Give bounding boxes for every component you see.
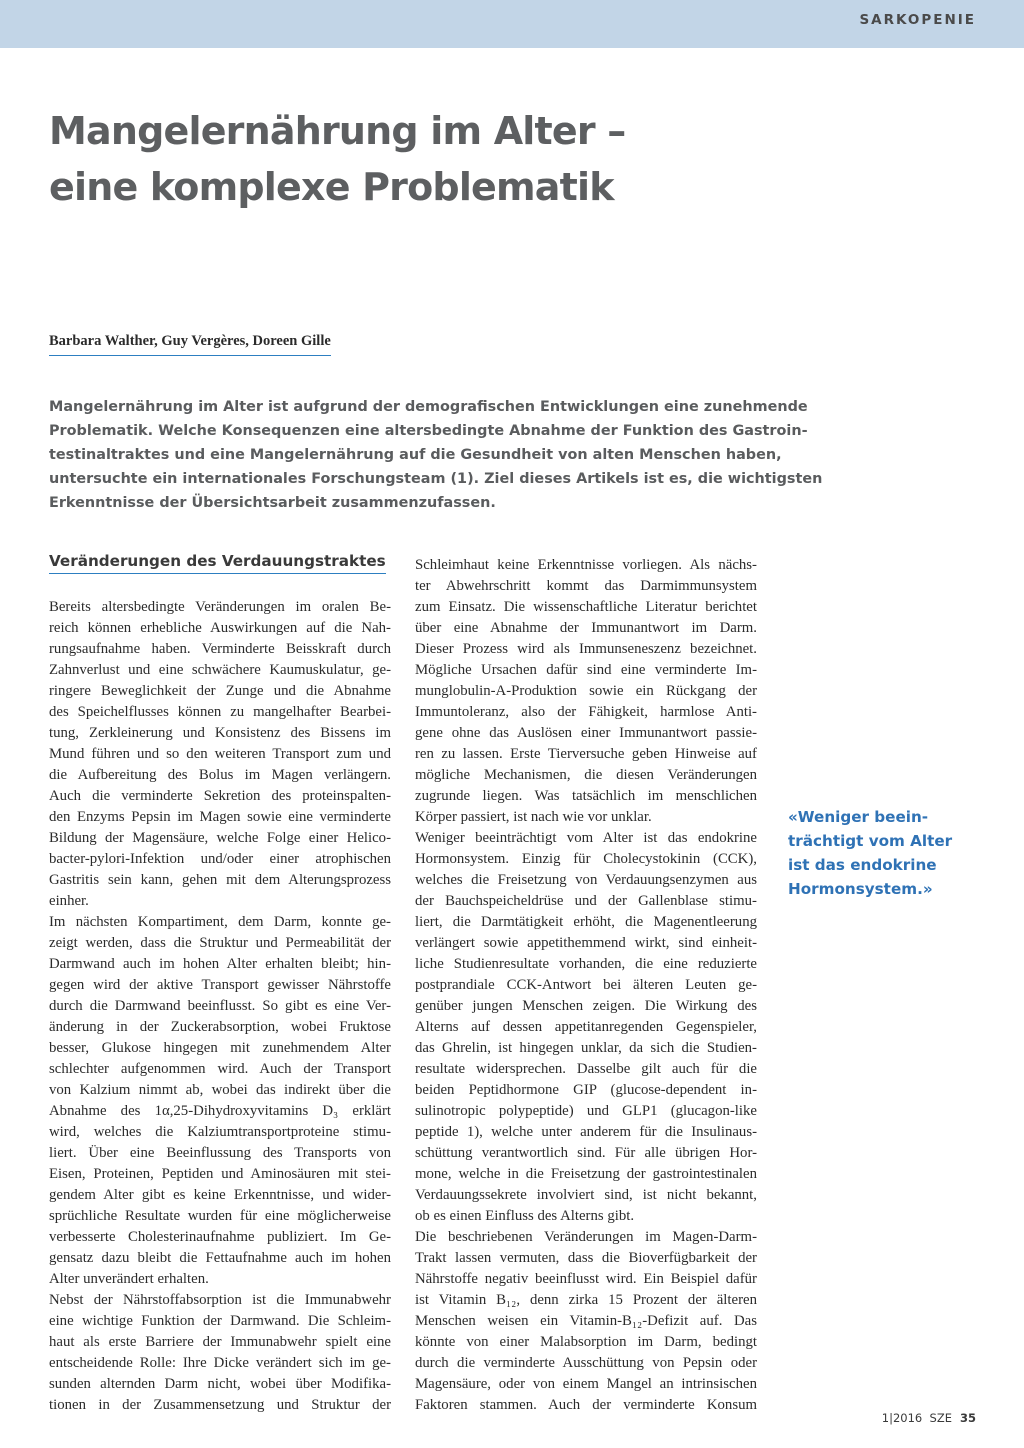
body-text-line: genüber jungen Menschen zeigen. Die Wirkung des — [415, 998, 757, 1014]
body-text-line: gene ohne das Auslösen einer Immunantwort passie- — [415, 725, 757, 741]
body-text-line: schlechter aufgenommen wird. Auch der Transport — [49, 1061, 391, 1077]
abstract — [49, 395, 823, 515]
body-text-line: zeigt werden, dass die Struktur und Permeabilität der — [49, 935, 391, 951]
body-text-line: mögliche Mechanismen, die diesen Veränderungen — [415, 767, 757, 783]
body-text-line: Verdauungssekrete involviert sind, ist nicht bekannt, — [415, 1187, 757, 1203]
body-text-line: postprandiale CCK-Antwort bei älteren Leuten ge- — [415, 977, 757, 993]
body-text-line: Im nächsten Kompartiment, dem Darm, konnte ge- — [49, 914, 391, 930]
body-text-line: sprüchliche Resultate wurden für eine möglicherweise — [49, 1208, 391, 1224]
body-text-line: Körper passiert, ist nach wie vor unklar. — [415, 809, 652, 825]
body-text-line: reich können erhebliche Auswirkungen auf die Nah- — [49, 620, 391, 636]
body-text-line: sulinotropic polypeptide) und GLP1 (glucagon-like — [415, 1103, 757, 1119]
body-text-line: über eine Abnahme der Immunantwort im Darm. — [415, 620, 757, 636]
abstract-line: Erkenntnisse der Übersichtsarbeit zusammenzufassen. — [49, 495, 496, 511]
body-text-line: Alterns auf dessen appetitanregenden Gegenspieler, — [415, 1019, 757, 1035]
body-text-line: von Kalzium nimmt ab, wobei das indirekt über die — [49, 1082, 391, 1098]
body-text-line: sunden alternden Darm nicht, wobei über Modifika- — [49, 1376, 391, 1392]
body-text-line: ob es einen Einfluss des Alterns gibt. — [415, 1208, 635, 1224]
body-text-line: den Enzyms Pepsin im Magen sowie eine verminderte — [49, 809, 391, 825]
body-text-line: könnte von einer Malabsorption im Darm, bedingt — [415, 1334, 757, 1350]
body-text-line: einher. — [49, 893, 89, 909]
body-text-line: welches die Freisetzung von Verdauungsenzymen aus — [415, 872, 757, 888]
page-number: 35 — [959, 1411, 976, 1425]
body-text-line: ter Abwehrschritt kommt das Darmimmunsystem — [415, 578, 757, 594]
body-text-line: Bildung der Magensäure, welche Folge einer Helico- — [49, 830, 391, 846]
body-text-line: Darmwand auch im hohen Alter erhalten bleibt; hin- — [49, 956, 391, 972]
abstract-line: Mangelernährung im Alter ist aufgrund der demografischen Entwicklungen eine zunehmende — [49, 399, 808, 415]
abstract-line: Problematik. Welche Konsequenzen eine altersbedingte Abnahme der Funktion des Gastroin- — [49, 423, 808, 439]
body-text-line: zum Einsatz. Die wissenschaftliche Literatur berichtet — [415, 599, 757, 615]
body-text-line: Bereits altersbedingte Veränderungen im oralen Be- — [49, 599, 391, 615]
section-header-bar — [0, 0, 1024, 48]
pull-quote-line: ist das endokrine — [788, 856, 937, 874]
pull-quote — [788, 805, 978, 901]
abstract-line: untersuchte ein internationales Forschungsteam (1). Ziel dieses Artikels ist es, die wichtigsten — [49, 471, 823, 487]
body-text-line: Dieser Prozess wird als Immunseneszenz bezeichnet. — [415, 641, 757, 657]
body-text-line: Trakt lassen vermuten, dass die Bioverfügbarkeit der — [415, 1250, 757, 1266]
body-text-line: änderung in der Zuckerabsorption, wobei Fruktose — [49, 1019, 391, 1035]
body-text-line: des Speichelflusses können zu mangelhafter Bearbei- — [49, 704, 391, 720]
body-text-line: Gastritis sein kann, gehen mit dem Alterungsprozess — [49, 872, 391, 888]
body-text-line: Auch die verminderte Sekretion des proteinspalten- — [49, 788, 391, 804]
abstract-line: testinaltraktes und eine Mangelernährung auf die Gesundheit von alten Menschen haben, — [49, 447, 782, 463]
body-text-line: haut als erste Barriere der Immunabwehr spielt eine — [49, 1334, 391, 1350]
body-text-line: liert. Über eine Beeinflussung des Transports von — [49, 1145, 391, 1161]
body-text-line: mone, welche in die Freisetzung der gastrointestinalen — [415, 1166, 757, 1182]
body-text-line: Mund führen und so den weiteren Transport zum und — [49, 746, 391, 762]
body-text-line: gendem Alter gibt es keine Erkenntnisse, und wider- — [49, 1187, 391, 1203]
body-text-line: bacter-pylori-Infektion und/oder einer atrophischen — [49, 851, 391, 867]
body-text-line: Zahnverlust und eine schwächere Kaumuskulatur, ge- — [49, 662, 391, 678]
issue-label: 1|2016 SZE — [881, 1411, 952, 1425]
body-text-line: tionen in der Zusammensetzung und Struktur der — [49, 1397, 391, 1413]
body-text-line: tung, Zerkleinerung und Konsistenz des Bissens im — [49, 725, 391, 741]
body-text-line: peptide 1), welche unter anderem für die Insulinaus- — [415, 1124, 757, 1140]
body-text-line: ren zu lassen. Erste Tierversuche geben Hinweise auf — [415, 746, 757, 762]
body-text-line: munglobulin-A-Produktion sowie ein Rückgang der — [415, 683, 757, 699]
page-footer — [882, 1411, 976, 1425]
pull-quote-line: «Weniger beein- — [788, 808, 929, 826]
body-text-line: verbesserte Cholesterinaufnahme publiziert. Im Ge- — [49, 1229, 391, 1245]
author-byline: Barbara Walther, Guy Vergères, Doreen Gille — [49, 333, 331, 356]
title-line-2: eine komplexe Problematik — [49, 165, 614, 209]
body-text-line: Abnahme des 1α,25-Dihydroxyvitamins D₃ erklärt — [49, 1103, 391, 1119]
body-text-line: Menschen weisen ein Vitamin-B₁₂-Defizit auf. Das — [415, 1313, 757, 1329]
section-label: SARKOPENIE — [859, 12, 976, 28]
body-text-line: durch die verminderte Ausschüttung von Pepsin oder — [415, 1355, 757, 1371]
body-text-line: Nährstoffe negativ beeinflusst wird. Ein Beispiel dafür — [415, 1271, 757, 1287]
body-text-line: zugrunde liegen. Was tatsächlich im menschlichen — [415, 788, 757, 804]
body-text-line: Weniger beeinträchtigt vom Alter ist das endokrine — [415, 830, 757, 846]
body-text-line: wird, welches die Kalziumtransportproteine stimu- — [49, 1124, 391, 1140]
body-text-line: beiden Peptidhormone GIP (glucose-dependent in- — [415, 1082, 757, 1098]
article-title — [49, 103, 929, 215]
body-text-line: eine wichtige Funktion der Darmwand. Die Schleim- — [49, 1313, 391, 1329]
body-text-line: gensatz dazu bleibt die Fettaufnahme auch im hohen — [49, 1250, 391, 1266]
body-text-line: verlängert sowie appetithemmend wirkt, sind einheit- — [415, 935, 757, 951]
body-text-line: Mögliche Ursachen dafür sind eine verminderte Im- — [415, 662, 757, 678]
body-text-line: Nebst der Nährstoffabsorption ist die Immunabwehr — [49, 1292, 391, 1308]
body-text-line: Magensäure, oder von einem Mangel an intrinsischen — [415, 1376, 757, 1392]
body-text-line: der Bauchspeicheldrüse und der Gallenblase stimu- — [415, 893, 757, 909]
body-text-line: Hormonsystem. Einzig für Cholecystokinin (CCK), — [415, 851, 757, 867]
body-text-line: gegen wird der aktive Transport gewisser Nährstoffe — [49, 977, 391, 993]
body-text-line: Schleimhaut keine Erkenntnisse vorliegen. Als nächs- — [415, 557, 757, 573]
body-text-line: rungsaufnahme haben. Verminderte Beisskraft durch — [49, 641, 391, 657]
body-text-line: die Aufbereitung des Bolus im Magen verlängern. — [49, 767, 391, 783]
body-text-line: entscheidende Rolle: Ihre Dicke verändert sich im ge- — [49, 1355, 391, 1371]
body-text-line: Immuntoleranz, also der Fähigkeit, harmlose Anti- — [415, 704, 757, 720]
body-text-line: ringere Beweglichkeit der Zunge und die Abnahme — [49, 683, 391, 699]
body-text-line: schüttung verantwortlich sind. Für alle übrigen Hor- — [415, 1145, 757, 1161]
body-text-line: ist Vitamin B₁₂, denn zirka 15 Prozent der älteren — [415, 1292, 757, 1308]
pull-quote-line: trächtigt vom Alter — [788, 832, 953, 850]
body-text-line: liche Studienresultate vorhanden, die eine reduzierte — [415, 956, 757, 972]
body-text-line: durch die Darmwand beeinflusst. So gibt es eine Ver- — [49, 998, 391, 1014]
body-text-line: Faktoren stammen. Auch der verminderte Konsum — [415, 1397, 757, 1413]
section-heading: Veränderungen des Verdauungstraktes — [49, 552, 386, 574]
body-text-line: Die beschriebenen Veränderungen im Magen-Darm- — [415, 1229, 757, 1245]
pull-quote-line: Hormonsystem.» — [788, 880, 933, 898]
body-text-line: resultate widersprechen. Dasselbe gilt auch für die — [415, 1061, 757, 1077]
body-text-line: Alter unverändert erhalten. — [49, 1271, 209, 1287]
body-text-line: liert, die Darmtätigkeit erhöht, die Magenentleerung — [415, 914, 757, 930]
body-text-line: besser, Glukose hingegen mit zunehmendem Alter — [49, 1040, 391, 1056]
body-text-line: das Ghrelin, ist hingegen unklar, da sich die Studien- — [415, 1040, 757, 1056]
body-text-line: Eisen, Proteinen, Peptiden und Aminosäuren mit stei- — [49, 1166, 391, 1182]
title-line-1: Mangelernährung im Alter – — [49, 109, 626, 153]
